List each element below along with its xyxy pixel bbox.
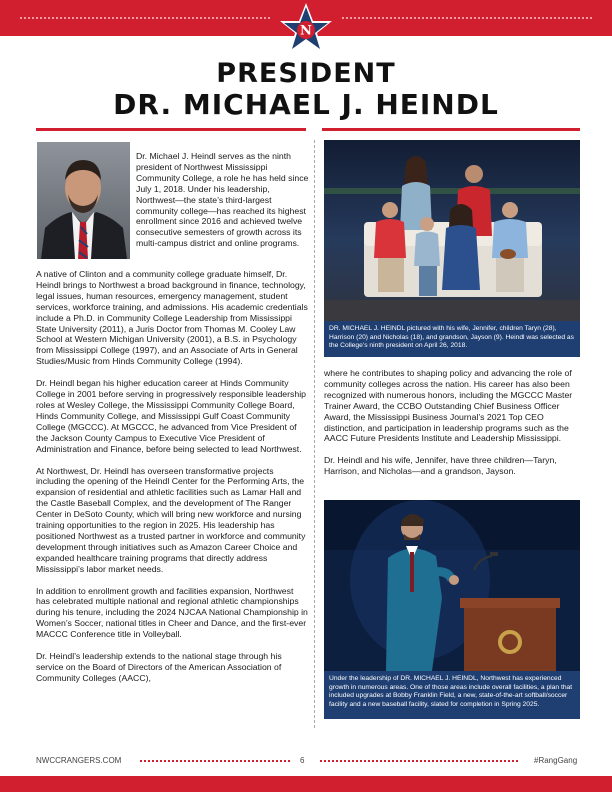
podium-photo-caption: Under the leadership of DR. MICHAEL J. HEINDL, Northwest has experienced growth in numerous areas. One of those areas include overall facilities, a plan that included upgrades at Bobby Franklin Field, a new, state-of-the-art softball/soccer facility and a new baseball facility, slated for completion in Spring 2025. [324, 671, 580, 719]
intro-paragraph: Dr. Michael J. Heindl serves as the ninth president of Northwest Mississippi Community College, a role he has held since July 1, 2018. Under his leadership, Northwest—the state’s third-largest community college—has reached its highest enrollment since 2016 and achieved twelve consecutive semesters of growth across its multi-campus district and online programs. [136, 151, 309, 249]
logo-letter: N [300, 23, 312, 39]
president-portrait [37, 142, 130, 259]
footer-hashtag: #RangGang [534, 756, 578, 765]
page-title-line1: PRESIDENT [216, 58, 396, 89]
right-column-body [324, 368, 580, 488]
left-column-body [36, 269, 308, 695]
column-divider [314, 140, 315, 728]
banner-dots-right [342, 17, 592, 19]
banner-dots-left [20, 17, 270, 19]
body-paragraph: Dr. Heindl and his wife, Jennifer, have three children—Taryn, Harrison, and Nicholas—and a grandson, Jayson. [324, 455, 557, 477]
podium-photo [324, 500, 580, 671]
page-number: 6 [300, 756, 305, 765]
body-paragraph: where he contributes to shaping policy and advancing the role of community colleges across the nation. His career has also been recognized with numerous honors, including the MGCCC Master Trainer Award, the CCBO Outstanding Chief Business Officer Award, the Mississippi Business Journal’s 2021 Top CEO distinction, and participation in leadership programs such as the AACC Future Presidents Institute and Leadership Mississippi. [324, 368, 573, 444]
body-paragraph: Dr. Heindl began his higher education career at Hinds Community College in 2001 before serving in progressively responsible leadership roles at Wesley College, the Mississippi Community College Board, Hinds Community College, and Mississippi Gulf Coast Community College (MGCCC). At MGCCC, he advanced from Vice President of the Jackson County Campus to Executive Vice President of Administration and Finance, before being selected to lead Northwest. [36, 378, 306, 454]
body-paragraph: In addition to enrollment growth and facilities expansion, Northwest has celebrated multiple national and regional athletic championships during his tenure, including the 2024 NJCAA National Championship in Women’s Soccer, national titles in Cheer and Dance, and the first-ever MACCC Conference title in Volleyball. [36, 585, 308, 640]
footer-dots-left [140, 760, 290, 762]
family-photo-caption: DR. MICHAEL J. HEINDL pictured with his wife, Jennifer, children Taryn (28), Harrison (20) and Nicholas (18), and grandson, Jayson (9). Heindl was selected as the College’s ninth president on April 26, 2018. [324, 321, 580, 357]
body-paragraph: At Northwest, Dr. Heindl has overseen transformative projects including the opening of the Heindl Center for the Performing Arts, the expansion of residential and athletic facilities such as Lamar Hall and the Castle Baseball Complex, and the development of The Ranger Center in DeSoto County, which will bring new workforce and nursing training opportunities to the region in 2025. His leadership has positioned Northwest as a trusted partner in workforce and community development through initiatives such as Amazon Career Choice and expanded healthcare training programs that directly address Mississippi’s labor market needs. [36, 465, 306, 574]
family-photo [324, 140, 580, 321]
body-paragraph: Dr. Heindl’s leadership extends to the national stage through his service on the Board of Directors of the American Association of Community Colleges (AACC), [36, 651, 282, 683]
footer-dots-right [320, 760, 520, 762]
body-paragraph: A native of Clinton and a community college graduate himself, Dr. Heindl brings to Northwest a broad background in finance, technology, legal issues, human resources, emergency management, student services, workforce training, and admissions. His academic credentials include a Ph.D. in Community College Leadership from Mississippi State University (2011), a Juris Doctor from Thomas M. Cooley Law School at Western Michigan University (2001), a B.S. in Psychology from Mississippi College (1997), and an Associate of Arts in General Studies/Music from Hinds Community College (1994). [36, 269, 308, 367]
bottom-banner [0, 776, 612, 792]
title-rule-left [36, 128, 306, 131]
page-title-line2: DR. MICHAEL J. HEINDL [113, 88, 499, 121]
footer-website[interactable]: NWCCRANGERS.COM [36, 756, 122, 765]
title-rule-right [322, 128, 580, 131]
ranger-star-logo [278, 2, 334, 56]
